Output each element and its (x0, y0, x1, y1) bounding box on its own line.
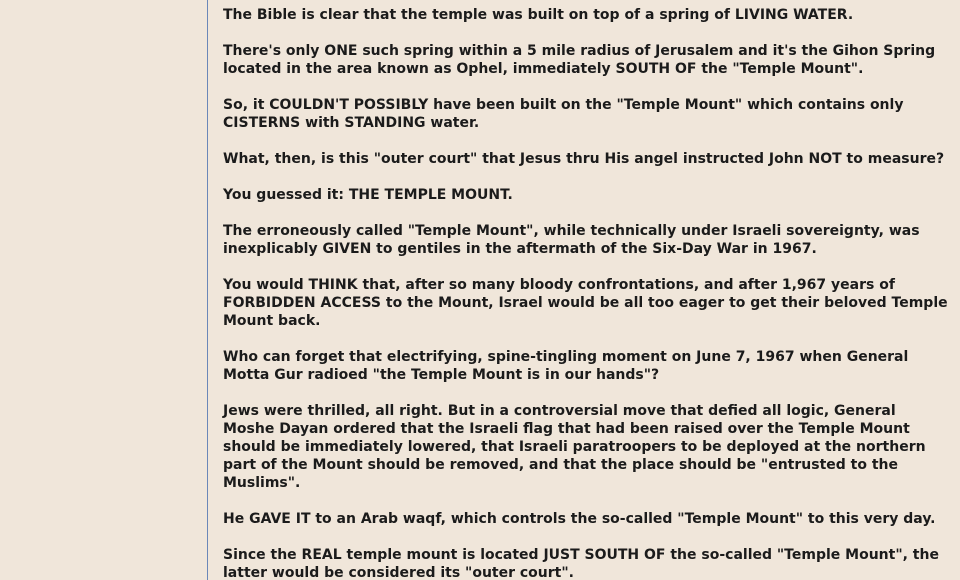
paragraph-11: Since the REAL temple mount is located JUST SOUTH OF the so-called "Temple Mount", the latter would be considered its "outer court". (223, 547, 939, 580)
left-sidebar-pane (0, 0, 207, 580)
article-body (223, 6, 951, 580)
paragraph-2: There's only ONE such spring within a 5 mile radius of Jerusalem and it's the Gihon Spring located in the area known as Ophel, immediately SOUTH OF the "Temple Mount". (223, 43, 936, 77)
paragraph-3: So, it COULDN'T POSSIBLY have been built on the "Temple Mount" which contains only CISTERNS with STANDING water. (223, 97, 904, 131)
paragraph-1: The Bible is clear that the temple was built on top of a spring of LIVING WATER. (223, 7, 854, 23)
paragraph-4: What, then, is this "outer court" that Jesus thru His angel instructed John NOT to measure? (223, 151, 945, 167)
column-divider (207, 0, 208, 580)
paragraph-10: He GAVE IT to an Arab waqf, which controls the so-called "Temple Mount" to this very day. (223, 511, 936, 527)
paragraph-6: The erroneously called "Temple Mount", while technically under Israeli sovereignty, was inexplicably GIVEN to gentiles in the aftermath of the Six-Day War in 1967. (223, 223, 920, 257)
paragraph-5: You guessed it: THE TEMPLE MOUNT. (223, 187, 513, 203)
paragraph-7: You would THINK that, after so many bloody confrontations, and after 1,967 years of FORBIDDEN ACCESS to the Mount, Israel would be all too eager to get their beloved Temple Mount back. (223, 277, 948, 329)
paragraph-8: Who can forget that electrifying, spine-tingling moment on June 7, 1967 when General Motta Gur radioed "the Temple Mount is in our hands"? (223, 349, 909, 383)
paragraph-9: Jews were thrilled, all right. But in a controversial move that defied all logic, General Moshe Dayan ordered that the Israeli flag that had been raised over the Temple Mount should be immediately lowered, that Israeli paratroopers to be deployed at the northern part of the Mount should be removed, and that the place should be "entrusted to the Muslims". (223, 403, 926, 491)
